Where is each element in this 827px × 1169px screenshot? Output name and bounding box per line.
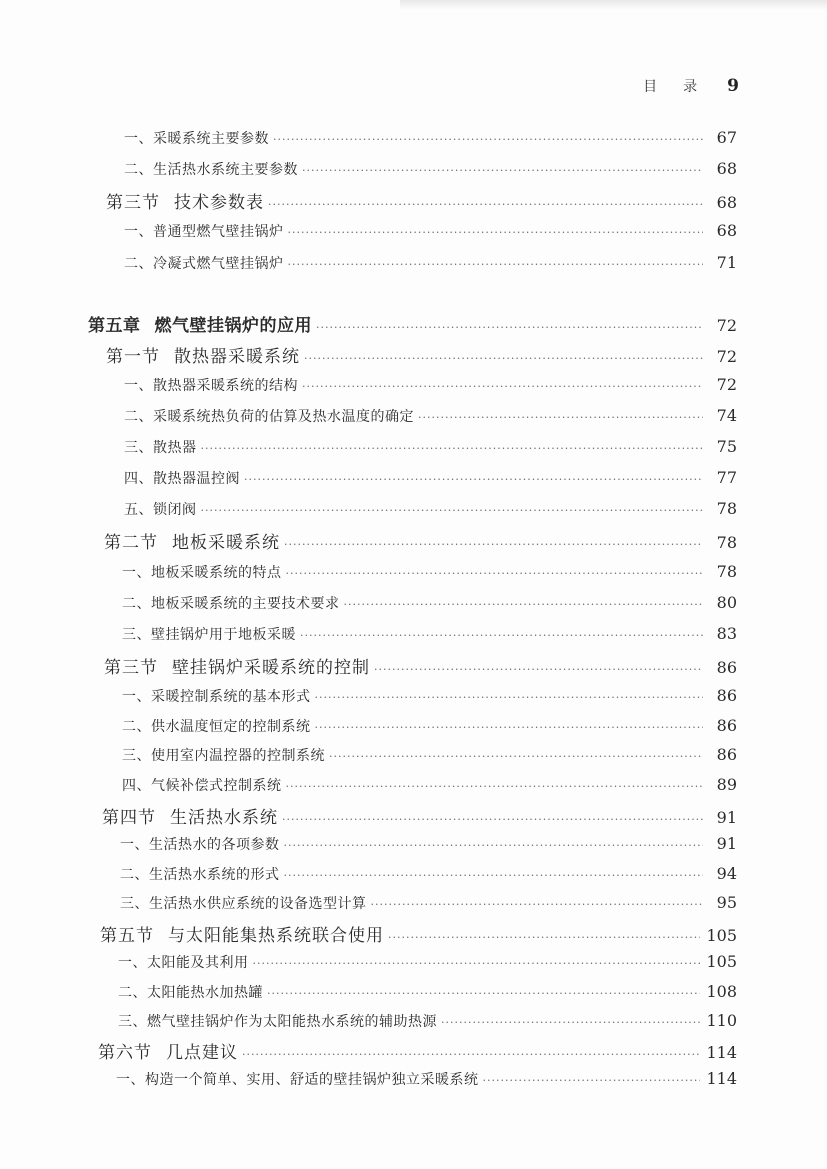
dot-leader: [315, 691, 704, 704]
toc-chapter-page: 72: [716, 316, 737, 335]
toc-section: [100, 921, 737, 946]
toc-entry: [122, 745, 737, 765]
toc-entry: [122, 775, 737, 795]
toc-entry-page: 108: [706, 982, 737, 1001]
toc-entry-label: 四、散热器温控阀: [124, 471, 240, 487]
toc-section: [98, 1038, 737, 1063]
toc-entry: [120, 834, 737, 854]
toc-entry-page: 78: [716, 499, 737, 518]
toc-entry-label: 三、壁挂锅炉用于地板采暖: [122, 627, 296, 643]
dot-leader: [302, 164, 703, 177]
dot-leader: [388, 931, 700, 944]
toc-section-page: 72: [716, 347, 737, 366]
dot-leader: [273, 133, 703, 146]
toc-entry-label: 二、供水温度恒定的控制系统: [122, 719, 311, 735]
toc-entry: [124, 406, 737, 426]
toc-entry: [122, 624, 737, 644]
toc-entry-label: 一、生活热水的各项参数: [120, 837, 280, 853]
header-title: 目录: [643, 79, 724, 95]
toc-entry-label: 二、冷凝式燃气壁挂锅炉: [124, 256, 284, 272]
dot-leader: [344, 598, 704, 611]
toc-entry-page: 83: [716, 624, 737, 643]
toc-section: [102, 803, 737, 828]
toc-section-prefix: 第二节: [104, 533, 158, 553]
toc-section-label: 散热器采暖系统: [174, 347, 300, 367]
toc-section-page: 68: [716, 193, 737, 212]
toc-entry: [124, 437, 737, 457]
toc-entry-label: 一、散热器采暖系统的结构: [124, 378, 298, 394]
toc-entry-page: 86: [716, 716, 737, 735]
toc-entry-label: 三、燃气壁挂锅炉作为太阳能热水系统的辅助热源: [118, 1014, 437, 1030]
toc-entry: [118, 982, 737, 1002]
toc-entry: [122, 593, 737, 613]
toc-entry-page: 78: [716, 562, 737, 581]
toc-entry: [124, 468, 737, 488]
toc-entry: [124, 253, 737, 273]
dot-leader: [253, 957, 701, 970]
toc-section-page: 78: [716, 533, 737, 552]
dot-leader: [284, 839, 704, 852]
toc-section-page: 105: [706, 926, 737, 945]
toc-entry-label: 二、生活热水系统主要参数: [124, 162, 298, 178]
dot-leader: [288, 226, 704, 239]
toc-section-label: 技术参数表: [174, 193, 264, 213]
dot-leader: [201, 504, 704, 517]
toc-entry: [118, 952, 737, 972]
dot-leader: [418, 411, 703, 424]
toc-entry-page: 80: [716, 593, 737, 612]
toc-entry-label: 三、生活热水供应系统的设备选型计算: [120, 896, 367, 912]
toc-section-page: 86: [716, 658, 737, 677]
toc-section-prefix: 第三节: [106, 193, 160, 213]
toc-section: [104, 653, 737, 678]
dot-leader: [284, 869, 704, 882]
toc-entry: [120, 893, 737, 913]
toc-entry-page: 72: [716, 375, 737, 394]
toc-entry-label: 一、地板采暖系统的特点: [122, 565, 282, 581]
dot-leader: [267, 987, 700, 1000]
toc-section-prefix: 第四节: [102, 808, 156, 828]
toc-entry-page: 75: [716, 437, 737, 456]
dot-leader: [268, 198, 703, 211]
toc-entry-label: 二、太阳能热水加热罐: [118, 985, 263, 1001]
toc-entry: [124, 499, 737, 519]
toc-section-label: 生活热水系统: [170, 808, 278, 828]
dot-leader: [201, 442, 704, 455]
toc-entry-page: 77: [716, 468, 737, 487]
dot-leader: [329, 750, 703, 763]
toc-section-label: 地板采暖系统: [172, 533, 280, 553]
toc-entry-label: 一、采暖控制系统的基本形式: [122, 689, 311, 705]
toc-entry: [122, 562, 737, 582]
dot-leader: [288, 258, 704, 271]
toc-entry-label: 四、气候补偿式控制系统: [122, 778, 282, 794]
toc-entry: [122, 686, 737, 706]
toc-entry-label: 三、散热器: [124, 440, 197, 456]
toc-section-prefix: 第三节: [104, 658, 158, 678]
toc-section: [104, 528, 737, 553]
toc-entry-page: 89: [716, 775, 737, 794]
dot-leader: [302, 380, 703, 393]
toc-entry-label: 一、普通型燃气壁挂锅炉: [124, 224, 284, 240]
dot-leader: [316, 321, 703, 334]
toc-entry: [124, 221, 737, 241]
dot-leader: [374, 663, 703, 676]
toc-section-prefix: 第一节: [106, 347, 160, 367]
toc-entry: [118, 1011, 737, 1031]
toc-entry-page: 68: [716, 159, 737, 178]
dot-leader: [300, 629, 703, 642]
toc-entry-page: 86: [716, 745, 737, 764]
toc-entry-page: 74: [716, 406, 737, 425]
dot-leader: [371, 898, 704, 911]
toc-entry: [124, 128, 737, 148]
toc-section-prefix: 第六节: [98, 1043, 152, 1063]
dot-leader: [315, 721, 704, 734]
toc-chapter-label: 燃气壁挂锅炉的应用: [154, 316, 312, 336]
toc-section-label: 与太阳能集热系统联合使用: [168, 926, 384, 946]
toc-entry: [120, 864, 737, 884]
dot-leader: [242, 1048, 700, 1061]
toc-entry-page: 114: [706, 1069, 737, 1088]
toc-entry-page: 105: [706, 952, 737, 971]
toc-section-label: 几点建议: [166, 1043, 238, 1063]
toc-entry-label: 一、太阳能及其利用: [118, 955, 249, 971]
toc-entry: [116, 1069, 737, 1089]
dot-leader: [284, 538, 703, 551]
toc-entry-label: 二、生活热水系统的形式: [120, 867, 280, 883]
toc-section: [106, 188, 737, 213]
toc-entry-label: 三、使用室内温控器的控制系统: [122, 748, 325, 764]
toc-section-prefix: 第五节: [100, 926, 154, 946]
dot-leader: [286, 780, 704, 793]
toc-entry-label: 一、采暖系统主要参数: [124, 131, 269, 147]
toc-entry-label: 二、地板采暖系统的主要技术要求: [122, 596, 340, 612]
toc-entry-page: 94: [716, 864, 737, 883]
toc-entry-label: 五、锁闭阀: [124, 502, 197, 518]
dot-leader: [282, 813, 703, 826]
dot-leader: [441, 1016, 700, 1029]
dot-leader: [286, 567, 704, 580]
toc-entry: [122, 716, 737, 736]
toc-entry-label: 二、采暖系统热负荷的估算及热水温度的确定: [124, 409, 414, 425]
toc-entry-page: 86: [716, 686, 737, 705]
toc-section-label: 壁挂锅炉采暖系统的控制: [172, 658, 370, 678]
toc-entry: [124, 375, 737, 395]
toc-entry-label: 一、构造一个简单、实用、舒适的壁挂锅炉独立采暖系统: [116, 1072, 479, 1088]
header-page-number: 9: [727, 76, 739, 96]
dot-leader: [304, 352, 703, 365]
toc-section-page: 114: [706, 1043, 737, 1062]
toc-entry-page: 110: [706, 1011, 737, 1030]
dot-leader: [244, 473, 703, 486]
toc-entry-page: 91: [716, 834, 737, 853]
toc-entry-page: 67: [716, 128, 737, 147]
toc-chapter: [88, 311, 737, 336]
dot-leader: [483, 1074, 701, 1087]
toc-entry: [124, 159, 737, 179]
toc-entry-page: 95: [716, 893, 737, 912]
toc-chapter-prefix: 第五章: [88, 316, 141, 336]
toc-entry-page: 68: [716, 221, 737, 240]
toc-section: [106, 342, 737, 367]
toc-entry-page: 71: [716, 253, 737, 272]
toc-section-page: 91: [716, 808, 737, 827]
